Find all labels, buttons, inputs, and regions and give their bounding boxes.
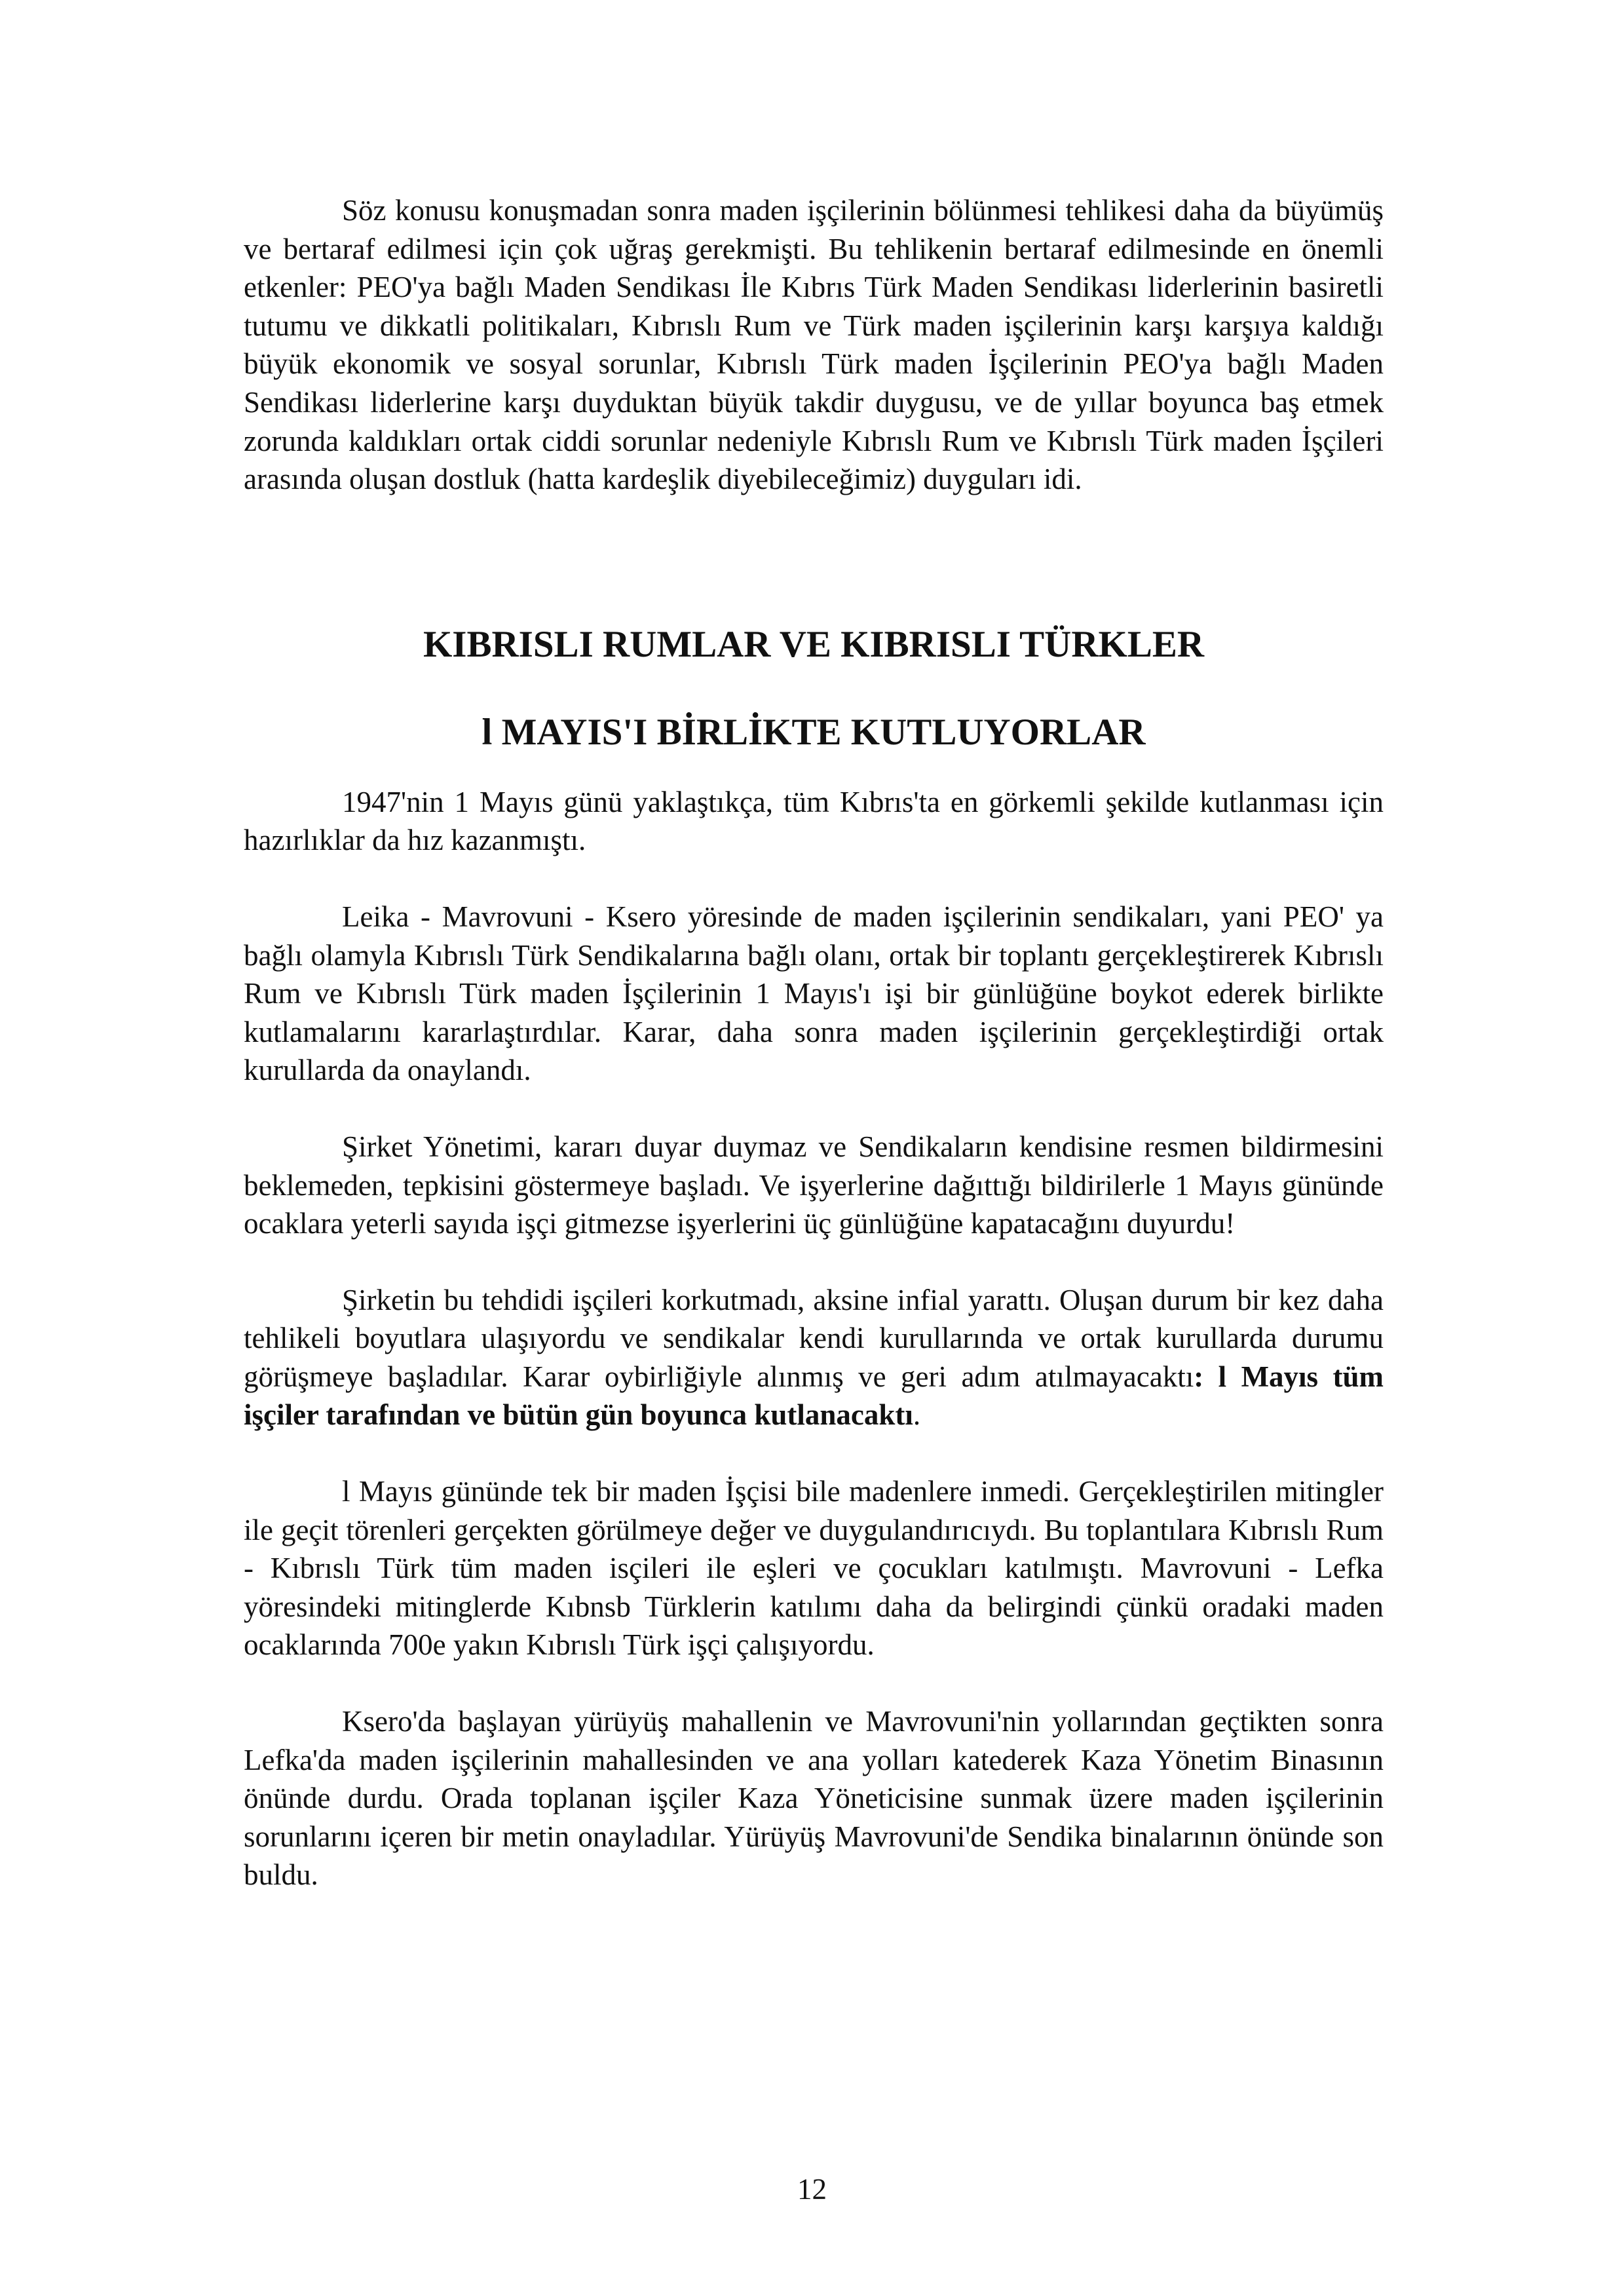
paragraph-6: Ksero'da başlayan yürüyüş mahallenin ve Mavrovuni'nin yollarından geçtikten sonra Lefka'da maden işçilerinin mahallesinden ve ana yolları katederek Kaza Yönetim Binasının önünde durdu. Orada toplanan işçiler Kaza Yöneticisine sunmak üzere maden işçilerinin sorunlarını içeren bir metin onayladılar. Yürüyüş Mavrovuni'de Sendika binalarının önünde son buldu. <box>244 1705 1384 1892</box>
paragraph-4-end: . <box>913 1398 921 1432</box>
spacer <box>244 499 1384 623</box>
document-page <box>244 191 1384 1894</box>
paragraph-4 <box>244 1281 1384 1434</box>
paragraph-4-bold-text: : l Mayıs tüm işçiler tarafından ve bütün gün boyunca kutlanacaktı <box>244 1360 1384 1432</box>
page-number: 12 <box>797 2173 827 2206</box>
paragraph-5: l Mayıs gününde tek bir maden İşçisi bile madenlere inmedi. Gerçekleştirilen mitingler ile geçit törenleri gerçekten görülmeye değer ve duygulandırıcıydı. Bu toplantılara Kıbrıslı Rum - Kıbrıslı Türk tüm maden isçileri ile eşleri ve çocukları katılmıştı. Mavrovuni - Lefka yöresindeki mitinglerde Kıbnsb Türklerin katılımı daha da belirgindi çünkü oradaki maden ocaklarında 700e yakın Kıbrıslı Türk işçi çalışıyordu. <box>244 1475 1384 1662</box>
paragraph-2: Leika - Mavrovuni - Ksero yöresinde de maden işçilerinin sendikaları, yani PEO' ya bağlı olamyla Kıbrıslı Türk Sendikalarına bağlı olanı, ortak bir toplantı gerçekleştirerek Kıbrıslı Rum ve Kıbrıslı Türk maden İşçilerinin 1 Mayıs'ı işi bir günlüğüne boykot ederek birlikte kutlamalarını kararlaştırdılar. Karar, daha sonra maden işçilerinin gerçekleştirdiği ortak kurullarda da onaylandı. <box>244 900 1384 1087</box>
paragraph-1: 1947'nin 1 Mayıs günü yaklaştıkça, tüm Kıbrıs'ta en görkemli şekilde kutlanması için hazırlıklar da hız kazanmıştı. <box>244 785 1384 857</box>
section-heading-line-2: l MAYIS'I BİRLİKTE KUTLUYORLAR <box>482 711 1146 753</box>
paragraph-4-text: Şirketin bu tehdidi işçileri korkutmadı, aksine infial yarattı. Oluşan durum bir kez daha tehlikeli boyutlara ulaşıyordu ve sendikalar kendi kurullarında ve ortak kurullarda durumu görüşmeye başladılar. Karar oybirliğiyle alınmış ve geri adım atılmayacaktı <box>244 1283 1384 1393</box>
section-heading-line-1: KIBRISLI RUMLAR VE KIBRISLI TÜRKLER <box>423 623 1205 665</box>
paragraph-3: Şirket Yönetimi, kararı duyar duymaz ve Sendikaların kendisine resmen bildirmesini beklemeden, tepkisini göstermeye başladı. Ve işyerlerine dağıttığı bildirilerle 1 Mayıs gününde ocaklara yeterli sayıda işçi gitmezse işyerlerini üç günlüğüne kapatacağını duyurdu! <box>244 1130 1384 1240</box>
paragraph-intro: Söz konusu konuşmadan sonra maden işçilerinin bölünmesi tehlikesi daha da büyümüş ve bertaraf edilmesi için çok uğraş gerekmişti. Bu tehlikenin bertaraf edilmesinde en önemli etkenler: PEO'ya bağlı Maden Sendikası İle Kıbrıs Türk Maden Sendikası liderlerinin basiretli tutumu ve dikkatli politikaları, Kıbrıslı Rum ve Türk maden işçilerinin karşı karşıya kaldığı büyük ekonomik ve sosyal sorunlar, Kıbrıslı Türk maden İşçilerinin PEO'ya bağlı Maden Sendikası liderlerine karşı duyduktan büyük takdir duygusu, ve de yıllar boyunca baş etmek zorunda kaldıkları ortak ciddi sorunlar nedeniyle Kıbrıslı Rum ve Kıbrıslı Türk maden İşçileri arasında oluşan dostluk (hatta kardeşlik diyebileceğimiz) duyguları idi. <box>244 194 1384 496</box>
